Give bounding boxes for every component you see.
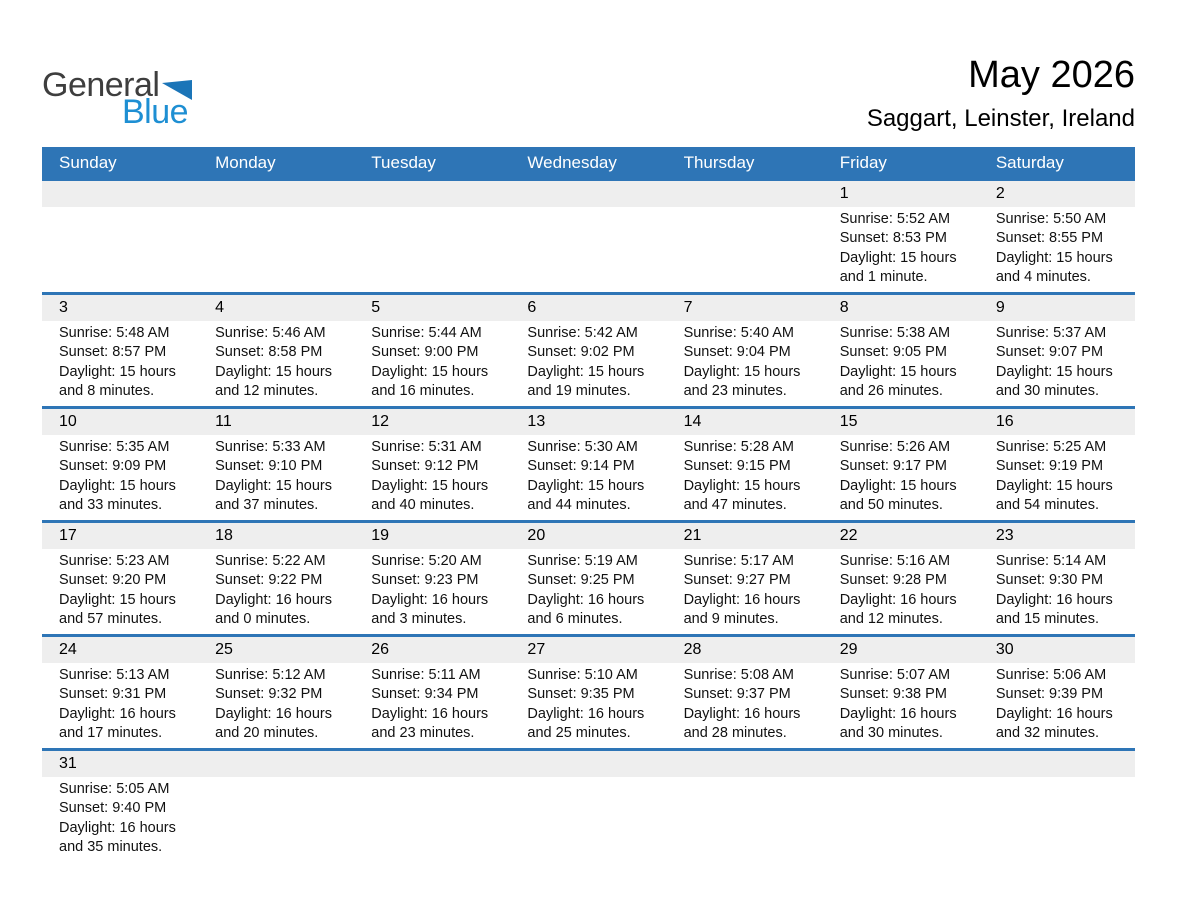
- day-detail-line: Sunrise: 5:08 AM: [683, 666, 794, 683]
- day-detail-line: Sunrise: 5:44 AM: [371, 324, 482, 341]
- day-number: 24: [42, 637, 198, 663]
- day-detail-line: Sunrise: 5:05 AM: [59, 780, 170, 797]
- day-number: 23: [979, 523, 1135, 549]
- day-detail-line: and 9 minutes.: [683, 611, 779, 628]
- day-details: [510, 321, 666, 406]
- day-detail-line: Sunset: 9:12 PM: [371, 458, 479, 475]
- day-detail-line: Daylight: 16 hours: [527, 705, 645, 722]
- day-number: 28: [667, 637, 823, 663]
- day-detail-line: Sunrise: 5:17 AM: [683, 552, 794, 569]
- day-details: [667, 321, 823, 406]
- day-detail-line: Sunset: 9:17 PM: [839, 458, 947, 475]
- day-detail-line: Daylight: 16 hours: [527, 591, 645, 608]
- day-detail-line: Daylight: 16 hours: [839, 705, 957, 722]
- day-number: [42, 181, 198, 207]
- day-number: [198, 181, 354, 207]
- day-detail-line: Daylight: 15 hours: [59, 477, 176, 494]
- day-detail-line: Sunrise: 5:13 AM: [59, 666, 170, 683]
- day-detail-line: Daylight: 15 hours: [683, 477, 801, 494]
- day-detail-line: Sunrise: 5:40 AM: [683, 324, 794, 341]
- calendar-table: [42, 147, 1135, 862]
- day-detail-line: Daylight: 15 hours: [839, 363, 957, 380]
- day-detail-line: Daylight: 15 hours: [215, 363, 333, 380]
- day-details: [42, 207, 198, 214]
- day-cell: [510, 521, 666, 635]
- day-detail-line: Sunset: 9:00 PM: [371, 344, 479, 361]
- weekday-header-cell: Monday: [198, 147, 354, 179]
- day-number: [354, 751, 510, 777]
- day-detail-line: Sunrise: 5:06 AM: [995, 666, 1107, 683]
- day-detail-line: and 47 minutes.: [683, 497, 787, 514]
- day-number: 2: [979, 181, 1135, 207]
- day-cell: [198, 635, 354, 749]
- day-detail-line: Sunrise: 5:19 AM: [527, 552, 638, 569]
- day-details: [198, 435, 354, 520]
- day-cell: [42, 407, 198, 521]
- month-title: May 2026: [968, 54, 1135, 96]
- day-detail-line: and 54 minutes.: [995, 497, 1100, 514]
- day-number: 19: [354, 523, 510, 549]
- day-detail-line: Sunrise: 5:11 AM: [371, 666, 481, 683]
- day-detail-line: and 40 minutes.: [371, 497, 475, 514]
- weekday-header-cell: Friday: [823, 147, 979, 179]
- day-detail-line: Sunset: 9:35 PM: [527, 686, 635, 703]
- day-detail-line: Daylight: 15 hours: [59, 591, 176, 608]
- day-details: [510, 207, 666, 214]
- day-details: [354, 777, 510, 784]
- day-number: 4: [198, 295, 354, 321]
- day-number: [979, 751, 1135, 777]
- day-details: [354, 663, 510, 748]
- week-row: [42, 749, 1135, 862]
- day-detail-line: Sunset: 9:32 PM: [215, 686, 323, 703]
- location-subtitle: Saggart, Leinster, Ireland: [866, 104, 1135, 132]
- day-detail-line: Sunset: 9:27 PM: [683, 572, 791, 589]
- weekday-header-cell: Tuesday: [354, 147, 510, 179]
- day-cell: [667, 521, 823, 635]
- day-details: [198, 777, 354, 784]
- day-detail-line: and 12 minutes.: [215, 383, 319, 400]
- day-number: 20: [510, 523, 666, 549]
- day-details: [667, 207, 823, 214]
- day-details: [979, 663, 1135, 748]
- day-details: [823, 663, 979, 748]
- day-detail-line: Sunset: 9:37 PM: [683, 686, 791, 703]
- day-detail-line: Sunrise: 5:42 AM: [527, 324, 638, 341]
- day-details: [354, 321, 510, 406]
- day-cell: [823, 179, 979, 293]
- day-number: 31: [42, 751, 198, 777]
- day-detail-line: Sunset: 8:57 PM: [59, 344, 167, 361]
- day-cell: [979, 635, 1135, 749]
- day-detail-line: Sunrise: 5:12 AM: [215, 666, 326, 683]
- day-detail-line: Daylight: 16 hours: [839, 591, 957, 608]
- page-header: [42, 54, 1135, 135]
- day-detail-line: and 33 minutes.: [59, 497, 163, 514]
- day-details: [198, 549, 354, 634]
- day-detail-line: Sunset: 8:55 PM: [995, 230, 1104, 247]
- day-detail-line: and 32 minutes.: [995, 725, 1100, 742]
- day-detail-line: and 57 minutes.: [59, 611, 163, 628]
- week-row: [42, 293, 1135, 407]
- day-detail-line: Sunset: 9:28 PM: [839, 572, 947, 589]
- day-detail-line: Daylight: 15 hours: [839, 249, 957, 266]
- day-number: 10: [42, 409, 198, 435]
- day-detail-line: Sunset: 9:09 PM: [59, 458, 167, 475]
- week-row: [42, 179, 1135, 293]
- day-number: [510, 181, 666, 207]
- empty-day-cell: [42, 179, 198, 293]
- day-number: [667, 751, 823, 777]
- day-detail-line: Daylight: 16 hours: [59, 819, 176, 836]
- day-detail-line: Sunset: 9:39 PM: [995, 686, 1104, 703]
- calendar-grid-body: [42, 179, 1135, 862]
- day-detail-line: Daylight: 15 hours: [371, 477, 489, 494]
- day-number: 30: [979, 637, 1135, 663]
- day-details: [823, 549, 979, 634]
- day-detail-line: and 35 minutes.: [59, 839, 163, 856]
- day-detail-line: Sunrise: 5:35 AM: [59, 438, 170, 455]
- day-details: [510, 663, 666, 748]
- day-detail-line: Daylight: 16 hours: [995, 591, 1113, 608]
- title-block: [867, 54, 1135, 135]
- day-cell: [42, 293, 198, 407]
- day-details: [510, 777, 666, 784]
- day-detail-line: and 30 minutes.: [995, 383, 1100, 400]
- day-number: [823, 751, 979, 777]
- day-number: 21: [667, 523, 823, 549]
- day-detail-line: Daylight: 15 hours: [995, 363, 1113, 380]
- day-detail-line: Sunrise: 5:50 AM: [995, 210, 1107, 227]
- week-row: [42, 521, 1135, 635]
- day-detail-line: Daylight: 15 hours: [683, 363, 801, 380]
- day-details: [823, 435, 979, 520]
- empty-day-cell: [198, 749, 354, 862]
- day-cell: [979, 407, 1135, 521]
- weekday-header-cell: Wednesday: [510, 147, 666, 179]
- day-detail-line: Sunset: 8:53 PM: [839, 230, 947, 247]
- day-detail-line: Sunset: 9:07 PM: [995, 344, 1104, 361]
- day-detail-line: Sunset: 9:10 PM: [215, 458, 323, 475]
- day-detail-line: Sunrise: 5:26 AM: [839, 438, 951, 455]
- day-detail-line: Sunrise: 5:25 AM: [995, 438, 1107, 455]
- day-details: [979, 549, 1135, 634]
- day-detail-line: and 20 minutes.: [215, 725, 319, 742]
- empty-day-cell: [667, 749, 823, 862]
- day-detail-line: Sunset: 9:23 PM: [371, 572, 479, 589]
- day-details: [979, 207, 1135, 292]
- day-details: [979, 435, 1135, 520]
- day-detail-line: Daylight: 16 hours: [59, 705, 176, 722]
- day-cell: [42, 635, 198, 749]
- day-detail-line: Sunset: 8:58 PM: [215, 344, 323, 361]
- day-number: [198, 751, 354, 777]
- day-detail-line: Sunset: 9:40 PM: [59, 800, 167, 817]
- day-number: 8: [823, 295, 979, 321]
- empty-day-cell: [198, 179, 354, 293]
- day-detail-line: and 30 minutes.: [839, 725, 943, 742]
- day-details: [42, 777, 198, 862]
- day-details: [510, 549, 666, 634]
- day-detail-line: Daylight: 15 hours: [839, 477, 957, 494]
- day-detail-line: Sunrise: 5:38 AM: [839, 324, 951, 341]
- logo-text-general: General: [42, 66, 160, 104]
- day-cell: [979, 521, 1135, 635]
- day-details: [823, 321, 979, 406]
- day-detail-line: Sunrise: 5:16 AM: [839, 552, 951, 569]
- day-details: [42, 321, 198, 406]
- day-detail-line: Daylight: 15 hours: [215, 477, 333, 494]
- day-number: 3: [42, 295, 198, 321]
- day-number: [510, 751, 666, 777]
- day-detail-line: Sunrise: 5:14 AM: [995, 552, 1107, 569]
- day-detail-line: Sunrise: 5:23 AM: [59, 552, 170, 569]
- day-detail-line: Sunset: 9:15 PM: [683, 458, 791, 475]
- day-detail-line: and 15 minutes.: [995, 611, 1100, 628]
- day-details: [354, 549, 510, 634]
- weekday-header-cell: Saturday: [979, 147, 1135, 179]
- day-detail-line: and 17 minutes.: [59, 725, 163, 742]
- day-detail-line: and 44 minutes.: [527, 497, 631, 514]
- day-detail-line: Sunset: 9:31 PM: [59, 686, 167, 703]
- day-number: [667, 181, 823, 207]
- day-detail-line: and 28 minutes.: [683, 725, 787, 742]
- day-cell: [979, 179, 1135, 293]
- day-number: 16: [979, 409, 1135, 435]
- day-detail-line: Sunset: 9:38 PM: [839, 686, 947, 703]
- day-detail-line: Daylight: 15 hours: [995, 249, 1113, 266]
- day-cell: [823, 293, 979, 407]
- day-detail-line: and 3 minutes.: [371, 611, 467, 628]
- day-detail-line: and 50 minutes.: [839, 497, 943, 514]
- day-detail-line: Sunset: 9:19 PM: [995, 458, 1104, 475]
- day-detail-line: Sunset: 9:05 PM: [839, 344, 947, 361]
- day-details: [979, 777, 1135, 784]
- day-detail-line: and 23 minutes.: [683, 383, 787, 400]
- day-cell: [354, 521, 510, 635]
- day-details: [667, 435, 823, 520]
- day-details: [667, 549, 823, 634]
- day-detail-line: and 23 minutes.: [371, 725, 475, 742]
- day-detail-line: and 0 minutes.: [215, 611, 311, 628]
- day-cell: [354, 407, 510, 521]
- day-detail-line: Sunrise: 5:48 AM: [59, 324, 170, 341]
- day-number: 14: [667, 409, 823, 435]
- day-detail-line: Sunrise: 5:37 AM: [995, 324, 1107, 341]
- day-cell: [42, 749, 198, 862]
- day-detail-line: Daylight: 16 hours: [995, 705, 1113, 722]
- day-detail-line: Daylight: 16 hours: [215, 705, 333, 722]
- day-number: 18: [198, 523, 354, 549]
- day-details: [354, 207, 510, 214]
- day-detail-line: Sunrise: 5:22 AM: [215, 552, 326, 569]
- day-detail-line: Sunrise: 5:46 AM: [215, 324, 326, 341]
- day-number: 15: [823, 409, 979, 435]
- day-detail-line: Daylight: 16 hours: [215, 591, 333, 608]
- day-detail-line: Sunset: 9:22 PM: [215, 572, 323, 589]
- day-cell: [823, 635, 979, 749]
- day-detail-line: and 26 minutes.: [839, 383, 943, 400]
- day-detail-line: Daylight: 16 hours: [683, 591, 801, 608]
- day-detail-line: Daylight: 16 hours: [371, 591, 489, 608]
- day-detail-line: Sunset: 9:02 PM: [527, 344, 635, 361]
- weekday-header-row: [42, 147, 1135, 179]
- day-cell: [510, 407, 666, 521]
- day-detail-line: and 1 minute.: [839, 269, 928, 286]
- day-detail-line: and 8 minutes.: [59, 383, 155, 400]
- day-detail-line: Sunset: 9:25 PM: [527, 572, 635, 589]
- day-cell: [198, 293, 354, 407]
- logo-text-blue: Blue: [122, 93, 189, 131]
- day-cell: [823, 407, 979, 521]
- day-details: [42, 663, 198, 748]
- day-detail-line: Daylight: 16 hours: [371, 705, 489, 722]
- day-details: [823, 777, 979, 784]
- day-details: [979, 321, 1135, 406]
- day-detail-line: and 25 minutes.: [527, 725, 631, 742]
- day-details: [198, 663, 354, 748]
- day-number: 27: [510, 637, 666, 663]
- empty-day-cell: [667, 179, 823, 293]
- day-detail-line: Daylight: 15 hours: [527, 363, 645, 380]
- day-details: [667, 663, 823, 748]
- day-details: [198, 207, 354, 214]
- day-detail-line: Daylight: 15 hours: [527, 477, 645, 494]
- day-cell: [354, 293, 510, 407]
- day-detail-line: Sunrise: 5:31 AM: [371, 438, 482, 455]
- day-detail-line: Sunrise: 5:30 AM: [527, 438, 638, 455]
- weekday-header-cell: Thursday: [667, 147, 823, 179]
- week-row: [42, 407, 1135, 521]
- day-detail-line: Sunset: 9:04 PM: [683, 344, 791, 361]
- day-cell: [667, 293, 823, 407]
- day-details: [42, 435, 198, 520]
- day-number: 22: [823, 523, 979, 549]
- day-number: 12: [354, 409, 510, 435]
- day-number: 7: [667, 295, 823, 321]
- day-detail-line: Sunrise: 5:28 AM: [683, 438, 794, 455]
- day-cell: [667, 407, 823, 521]
- day-cell: [667, 635, 823, 749]
- day-cell: [42, 521, 198, 635]
- day-detail-line: and 12 minutes.: [839, 611, 943, 628]
- day-number: 29: [823, 637, 979, 663]
- day-details: [354, 435, 510, 520]
- day-cell: [198, 407, 354, 521]
- day-detail-line: and 37 minutes.: [215, 497, 319, 514]
- weekday-header-cell: Sunday: [42, 147, 198, 179]
- day-detail-line: Sunset: 9:34 PM: [371, 686, 479, 703]
- day-detail-line: Sunrise: 5:10 AM: [527, 666, 638, 683]
- day-number: 13: [510, 409, 666, 435]
- day-detail-line: Daylight: 15 hours: [371, 363, 489, 380]
- day-cell: [823, 521, 979, 635]
- empty-day-cell: [510, 749, 666, 862]
- day-cell: [510, 635, 666, 749]
- day-detail-line: and 16 minutes.: [371, 383, 475, 400]
- day-details: [823, 207, 979, 292]
- day-cell: [979, 293, 1135, 407]
- day-detail-line: Daylight: 16 hours: [683, 705, 801, 722]
- empty-day-cell: [823, 749, 979, 862]
- day-number: [354, 181, 510, 207]
- day-detail-line: Daylight: 15 hours: [995, 477, 1113, 494]
- empty-day-cell: [354, 179, 510, 293]
- day-number: 17: [42, 523, 198, 549]
- day-number: 11: [198, 409, 354, 435]
- day-detail-line: and 4 minutes.: [995, 269, 1091, 286]
- empty-day-cell: [979, 749, 1135, 862]
- day-number: 5: [354, 295, 510, 321]
- day-details: [667, 777, 823, 784]
- day-detail-line: Sunset: 9:14 PM: [527, 458, 635, 475]
- day-number: 9: [979, 295, 1135, 321]
- day-detail-line: Sunrise: 5:33 AM: [215, 438, 326, 455]
- day-detail-line: Daylight: 15 hours: [59, 363, 176, 380]
- day-detail-line: and 19 minutes.: [527, 383, 631, 400]
- empty-day-cell: [354, 749, 510, 862]
- day-number: 26: [354, 637, 510, 663]
- day-number: 1: [823, 181, 979, 207]
- empty-day-cell: [510, 179, 666, 293]
- week-row: [42, 635, 1135, 749]
- day-details: [42, 549, 198, 634]
- day-number: 6: [510, 295, 666, 321]
- day-detail-line: Sunrise: 5:07 AM: [839, 666, 951, 683]
- day-detail-line: Sunrise: 5:20 AM: [371, 552, 482, 569]
- day-details: [198, 321, 354, 406]
- day-detail-line: and 6 minutes.: [527, 611, 623, 628]
- day-cell: [510, 293, 666, 407]
- day-detail-line: Sunset: 9:20 PM: [59, 572, 167, 589]
- general-blue-logo: [42, 68, 192, 129]
- day-cell: [198, 521, 354, 635]
- day-cell: [354, 635, 510, 749]
- weekday-header-tr: [42, 147, 1135, 179]
- day-detail-line: Sunrise: 5:52 AM: [839, 210, 951, 227]
- day-number: 25: [198, 637, 354, 663]
- day-details: [510, 435, 666, 520]
- day-detail-line: Sunset: 9:30 PM: [995, 572, 1104, 589]
